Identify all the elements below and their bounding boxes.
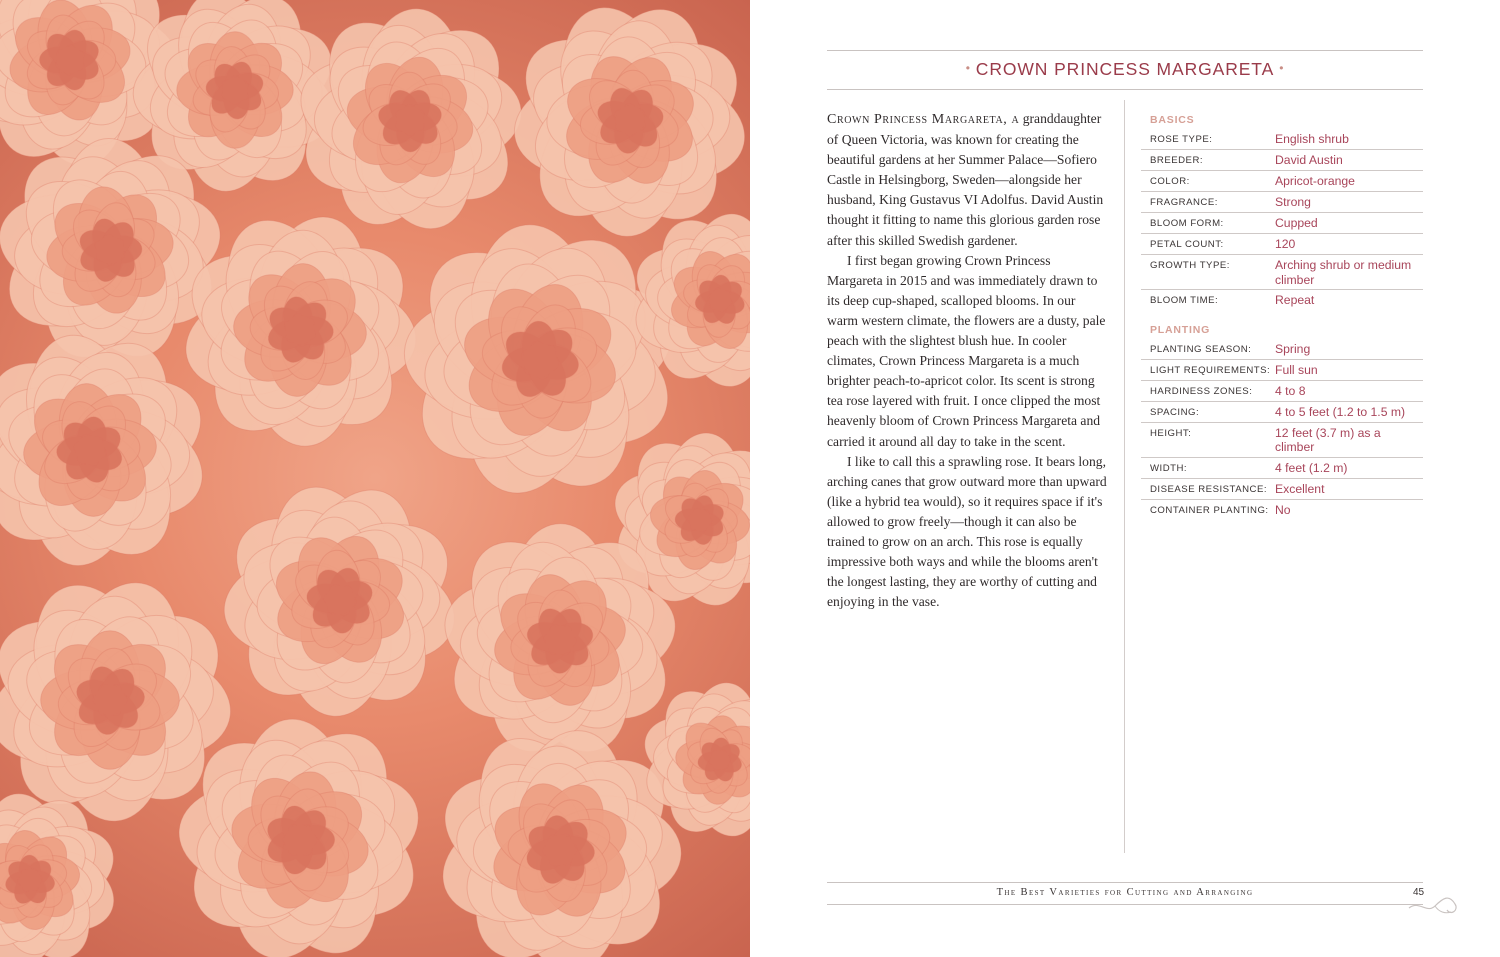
fact-row	[1141, 171, 1423, 192]
rose-bloom	[505, 0, 750, 243]
fact-label: CONTAINER PLANTING:	[1150, 505, 1269, 517]
rose-bloom	[288, 1, 529, 241]
fact-row	[1141, 213, 1423, 234]
fact-label: FRAGRANCE:	[1150, 197, 1218, 208]
fact-label: BREEDER:	[1150, 155, 1204, 166]
fact-label: HARDINESS ZONES:	[1150, 385, 1253, 397]
lead-in-caps: Crown Princess Margareta, a	[827, 112, 1020, 127]
planting-list	[1141, 339, 1423, 521]
fact-row	[1141, 479, 1423, 500]
page-number: 45	[1413, 887, 1425, 898]
title-dot-left: •	[965, 61, 971, 75]
text-page	[750, 0, 1500, 957]
fact-value: Spring	[1275, 341, 1311, 356]
fact-row	[1141, 150, 1423, 171]
planting-heading: PLANTING	[1150, 323, 1211, 336]
paragraph-1-text: granddaughter of Queen Victoria, was known for creating the beautiful gardens at her Summer Palace—Sofiero Castle in Helsingborg, Sweden—alongside her husband, King Gustavus VI Adolfus. David Austin thought it fitting to name this glorious garden rose after this skilled Swedish gardener.	[827, 111, 1104, 248]
fact-row	[1141, 381, 1423, 402]
fact-value: Excellent	[1275, 482, 1325, 497]
fact-value: 4 to 8	[1275, 383, 1306, 398]
paragraph-2: I first began growing Crown Princess Margareta in 2015 and was immediately drawn to its deep cup-shaped, scalloped blooms. In our warm western climate, the flowers are a dusty, pale peach with the slightest blush hue. In cooler climates, Crown Princess Margareta is a much brighter peach-to-apricot color. Its scent is strong tea rose layered with fruit. I once clipped the most heavenly bloom of Crown Princess Margareta and carried it around all day to take in the scent.	[827, 252, 1106, 449]
fact-label: DISEASE RESISTANCE:	[1150, 484, 1268, 496]
fact-row	[1141, 360, 1423, 381]
flourish-ornament-icon	[1405, 880, 1465, 920]
fact-value: 120	[1275, 237, 1296, 251]
fact-row	[1141, 234, 1423, 255]
fact-value: 12 feet (3.7 m) as a climber	[1275, 425, 1381, 455]
footer-rule-top	[827, 882, 1423, 883]
rose-bloom	[215, 473, 467, 723]
title-rule-bottom	[827, 89, 1423, 90]
fact-row	[1141, 500, 1423, 521]
basics-list	[1141, 129, 1423, 311]
footer-rule-bottom	[827, 904, 1423, 905]
fact-value: Arching shrub or medium climber	[1275, 258, 1412, 287]
fact-value: David Austin	[1275, 153, 1343, 167]
fact-label: SPACING:	[1150, 406, 1200, 418]
fact-value: Repeat	[1275, 293, 1315, 308]
fact-row	[1141, 458, 1423, 479]
page-title	[827, 59, 1423, 80]
fact-value: Full sun	[1275, 362, 1318, 377]
fact-label: BLOOM TIME:	[1150, 295, 1219, 307]
fact-label: BLOOM FORM:	[1150, 218, 1224, 229]
fact-row	[1141, 192, 1423, 213]
fact-value: Cupped	[1275, 216, 1318, 230]
fact-row	[1141, 290, 1423, 311]
fact-row	[1141, 255, 1423, 290]
basics-heading: BASICS	[1150, 114, 1195, 126]
fact-row	[1141, 402, 1423, 423]
paragraph-3: I like to call this a sprawling rose. It bears long, arching canes that grow outward more than upward (like a hybrid tea would), so it requires space if it's allowed to grow freely—though it can also be trained to grow on an arch. This rose is equally impressive both ways and while the blooms aren't the longest lasting, they are worthy of cutting and enjoying in the vase.	[827, 453, 1107, 610]
fact-label: HEIGHT:	[1150, 427, 1192, 439]
body-text	[827, 109, 1109, 612]
title-rule-top	[827, 50, 1423, 51]
fact-table	[1141, 113, 1423, 521]
fact-value: 4 to 5 feet (1.2 to 1.5 m)	[1275, 404, 1406, 419]
fact-value: Strong	[1275, 195, 1311, 209]
title-dot-right: •	[1279, 61, 1285, 75]
rose-bloom	[171, 710, 432, 957]
fact-label: GROWTH TYPE:	[1150, 260, 1230, 271]
rose-bloom	[0, 324, 217, 576]
paragraph-1	[827, 109, 1109, 251]
fact-row	[1141, 423, 1423, 458]
fact-value: Apricot-orange	[1275, 174, 1355, 188]
fact-row	[1141, 129, 1423, 150]
fact-label: LIGHT REQUIREMENTS:	[1150, 364, 1271, 376]
fact-label: PETAL COUNT:	[1150, 239, 1224, 250]
fact-label: ROSE TYPE:	[1150, 134, 1213, 145]
fact-value: No	[1275, 503, 1291, 518]
running-footer: The Best Varieties for Cutting and Arranging	[996, 887, 1254, 898]
fact-value: English shrub	[1275, 132, 1349, 146]
fact-label: PLANTING SEASON:	[1150, 343, 1252, 355]
fact-label: COLOR:	[1150, 176, 1190, 187]
title-text: CROWN PRINCESS MARGARETA	[975, 59, 1275, 79]
fact-row	[1141, 339, 1423, 360]
fact-label: WIDTH:	[1150, 463, 1188, 475]
fact-value: 4 feet (1.2 m)	[1275, 461, 1348, 476]
column-divider	[1124, 100, 1125, 853]
